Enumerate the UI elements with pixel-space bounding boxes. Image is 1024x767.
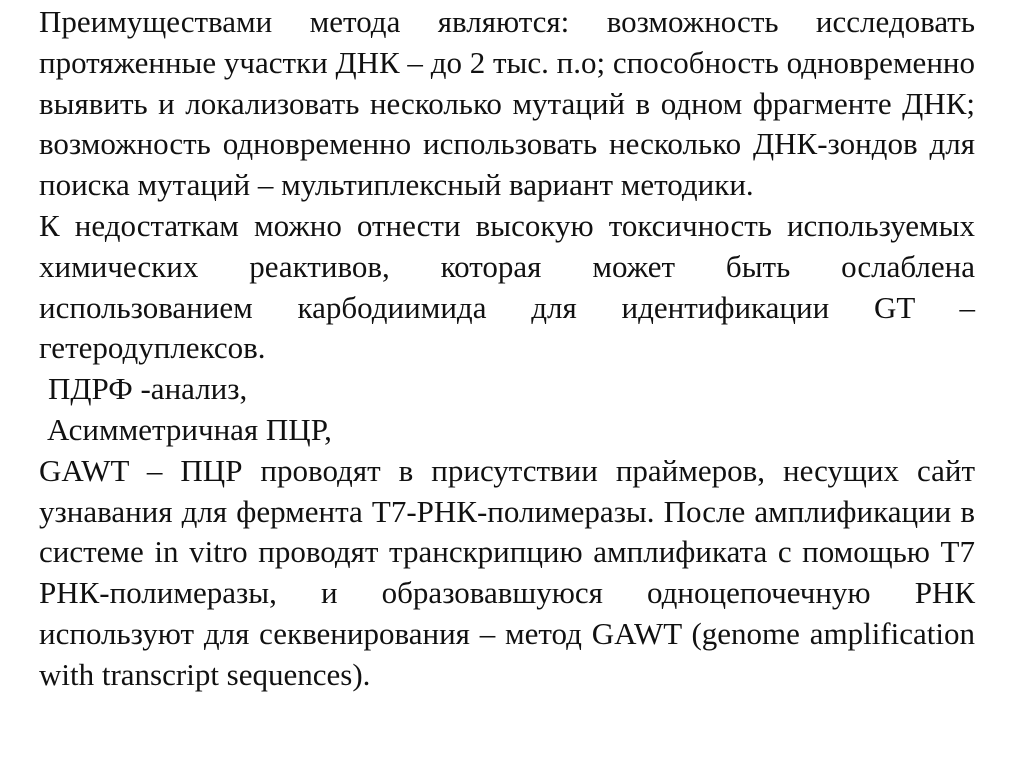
paragraph-disadvantages: К недостаткам можно отнести высокую токсичность используемых химических реактивов, которая может быть ослаблена использованием карбодиимида для идентификации GT – гетеродуплексов. xyxy=(39,207,975,366)
paragraph-asymmetric-pcr: Асимметричная ПЦР, xyxy=(47,411,332,447)
paragraph-gawt: GAWT – ПЦР проводят в присутствии праймеров, несущих сайт узнавания для фермента Т7-РНК-полимеразы. После амплификации в системе in vitro проводят транскрипцию амплификата с помощью Т7 РНК-полимеразы, и образовавшуюся одноцепочечную РНК используют для секвенирования – метод GAWT (genome amplification with transcript sequences). xyxy=(39,452,975,692)
paragraph-advantages: Преимуществами метода являются: возможность исследовать протяженные участки ДНК – до 2 тыс. п.о; способность одновременно выявить и локализовать несколько мутаций в одном фрагменте ДНК; возможность одновременно использовать несколько ДНК-зондов для поиска мутаций – мультиплексный вариант методики. xyxy=(39,4,975,203)
document-body xyxy=(39,2,975,696)
paragraph-pdrf: ПДРФ -анализ, xyxy=(48,371,248,407)
